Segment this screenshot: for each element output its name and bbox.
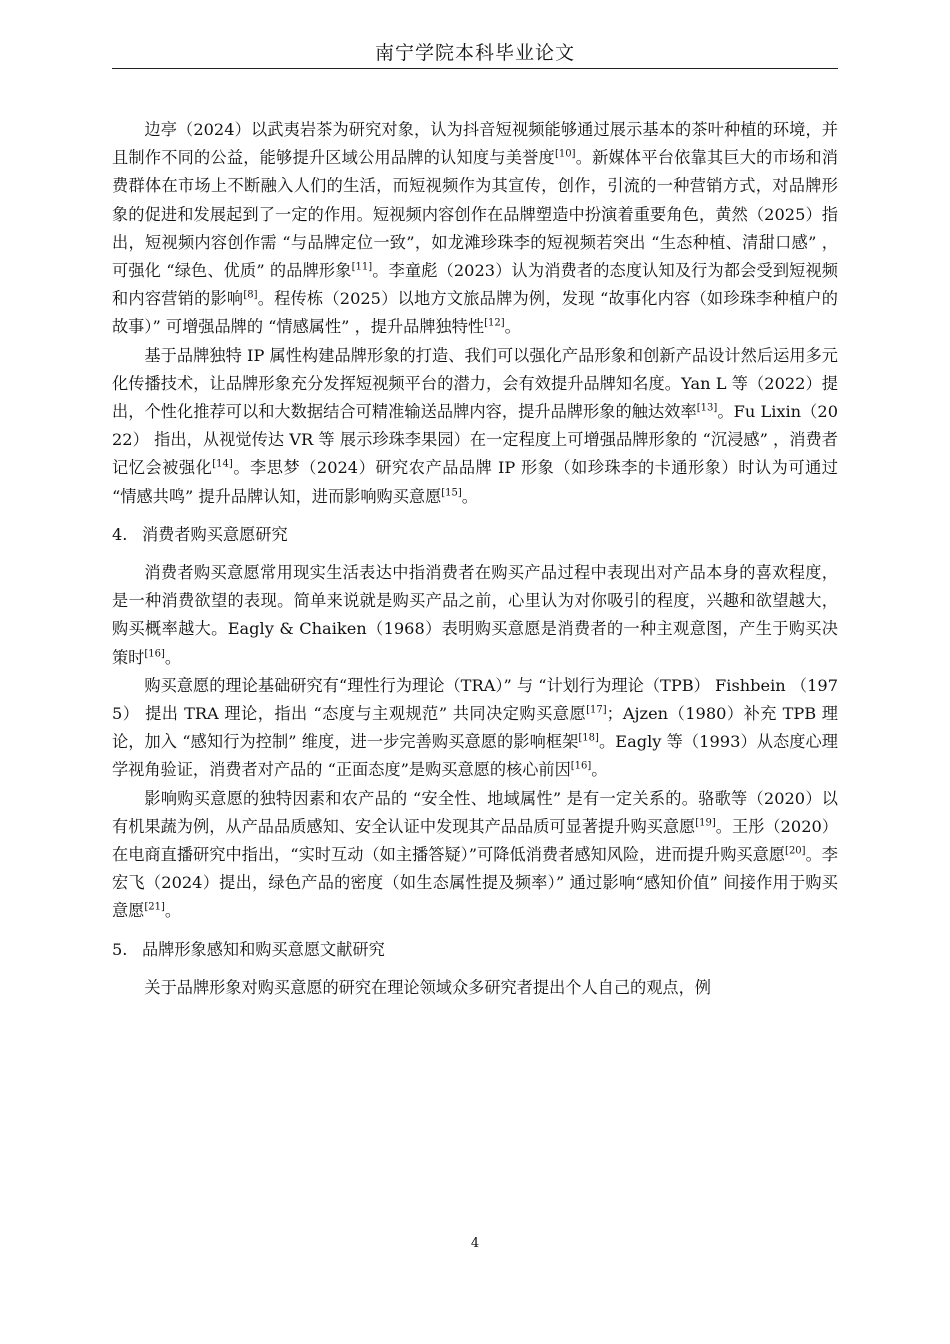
section-paragraphs-c — [112, 974, 838, 1002]
paragraph-text: 。李宏飞（2024）提出，绿色产品的密度（如生态属性提及频率）” 通过影响“感知价值” 间接作用于购买意愿 — [112, 845, 838, 921]
citation-marker: [21] — [144, 902, 165, 914]
paragraph-text: 。新媒体平台依靠其巨大的市场和消费群体在市场上不断融入人们的生活，而短视频作为其宣传，创作，引流的一种营销方式，对品牌形象的促进和发展起到了一定的作用。短视频内容创作在品牌塑造中扮演着重要角色，黄然（2025）指出，短视频内容创作需 “与品牌定位一致”，如龙滩珍珠李的短视频若突出 “生态种植、清甜口感” ，可强化 “绿色、优质” 的品牌形象 — [112, 148, 838, 281]
header-rule — [112, 68, 838, 69]
paragraph-text: 边亭（2024）以武夷岩茶为研究对象，认为抖音短视频能够通过展示基本的茶叶种植的环境，并且制作不同的公益，能够提升区域公用品牌的认知度与美誉度 — [112, 120, 838, 168]
heading-text: 消费者购买意愿研究 — [142, 524, 288, 544]
citation-marker: [18] — [578, 732, 599, 744]
citation-marker: [17] — [586, 704, 607, 716]
section-paragraphs-b — [112, 559, 838, 926]
body-text — [112, 116, 838, 1002]
paragraph — [112, 342, 838, 511]
citation-marker: [19] — [695, 817, 716, 829]
paragraph-text: ；Ajzen（1980）补充 TPB 理论，加入 “感知行为控制” 维度，进一步完善购买意愿的影响框架 — [112, 704, 838, 752]
paragraph-text: 。程传栋（2025）以地方文旅品牌为例，发现 “故事化内容（如珍珠李种植户的故事）” 可增强品牌的 “情感属性” ，提升品牌独特性 — [112, 289, 838, 337]
citation-marker: [8] — [243, 289, 258, 301]
heading-number: 4. — [112, 524, 128, 544]
paragraph-text: 。Fu Lixin（2022） 指出，从视觉传达 VR 等 展示珍珠李果园）在一定程度上可增强品牌形象的 “沉浸感” ，消费者记忆会被强化 — [112, 402, 839, 478]
paragraph-text: 。 — [504, 317, 521, 337]
citation-marker: [16] — [570, 761, 592, 773]
paragraph — [112, 559, 838, 672]
paragraph-text: 。Eagly 等（1993）从态度心理学视角验证，消费者对产品的 “正面态度”是购买意愿的核心前因 — [112, 732, 838, 780]
paragraph-text: 基于品牌独特 IP 属性构建品牌形象的打造、我们可以强化产品形象和创新产品设计然后运用多元化传播技术，让品牌形象充分发挥短视频平台的潜力，会有效提升品牌知名度。Yan L 等（2022）提出，个性化推荐可以和大数据结合可精准输送品牌内容，提升品牌形象的触达效率 — [112, 345, 838, 422]
citation-marker: [11] — [351, 261, 373, 273]
citation-marker: [16] — [144, 648, 165, 660]
paragraph-text: 。李童彪（2023）认为消费者的态度认知及行为都会受到短视频和内容营销的影响 — [112, 261, 838, 309]
citation-marker: [14] — [212, 459, 233, 471]
paragraph-text: 。 — [461, 486, 478, 506]
paragraph-text: 。 — [591, 760, 608, 780]
paragraph-text: 。 — [164, 901, 182, 921]
section-heading-4 — [112, 521, 838, 549]
citation-marker: [12] — [484, 318, 505, 330]
paragraph-text: 。 — [164, 647, 182, 667]
page-number: 4 — [470, 1236, 480, 1251]
section-paragraphs-a — [112, 116, 838, 511]
paragraph-text: 消费者购买意愿常用现实生活表达中指消费者在购买产品过程中表现出对产品本身的喜欢程度，是一种消费欲望的表现。简单来说就是购买产品之前，心里认为对你吸引的程度，兴趣和欲望越大，购买概率越大。Eagly & Chaiken（1968）表明购买意愿是消费者的一种主观意图，产生于购买决策时 — [112, 563, 838, 667]
paragraph-text: 购买意愿的理论基础研究有“理性行为理论（TRA）” 与 “计划行为理论（TPB） Fishbein （1975） 提出 TRA 理论，指出 “态度与主观规范” 共同决定购买意愿 — [112, 675, 838, 724]
citation-marker: [13] — [696, 402, 718, 414]
heading-text: 品牌形象感知和购买意愿文献研究 — [142, 939, 385, 959]
paragraph-text: 。王彤（2020）在电商直播研究中指出，“实时互动（如主播答疑）”可降低消费者感知风险，进而提升购买意愿 — [112, 816, 838, 865]
citation-marker: [15] — [441, 487, 462, 499]
citation-marker: [10] — [554, 148, 576, 160]
paragraph-text: 关于品牌形象对购买意愿的研究在理论领域众多研究者提出个人自己的观点，例 — [144, 977, 711, 997]
citation-marker: [20] — [785, 845, 806, 857]
paragraph-text: 。李思梦（2024）研究农产品品牌 IP 形象（如珍珠李的卡通形象）时认为可通过 “情感共鸣” 提升品牌认知，进而影响购买意愿 — [112, 458, 838, 506]
paragraph — [112, 974, 838, 1002]
paragraph — [112, 785, 838, 926]
paragraph-text: 影响购买意愿的独特因素和农产品的 “安全性、地域属性” 是有一定关系的。骆歌等（2020）以有机果蔬为例，从产品品质感知、安全认证中发现其产品品质可显著提升购买意愿 — [112, 788, 838, 836]
paragraph — [112, 672, 838, 785]
paragraph — [112, 116, 838, 342]
section-heading-5 — [112, 936, 838, 964]
running-header: 南宁学院本科毕业论文 — [374, 42, 575, 64]
heading-number: 5. — [112, 939, 128, 959]
